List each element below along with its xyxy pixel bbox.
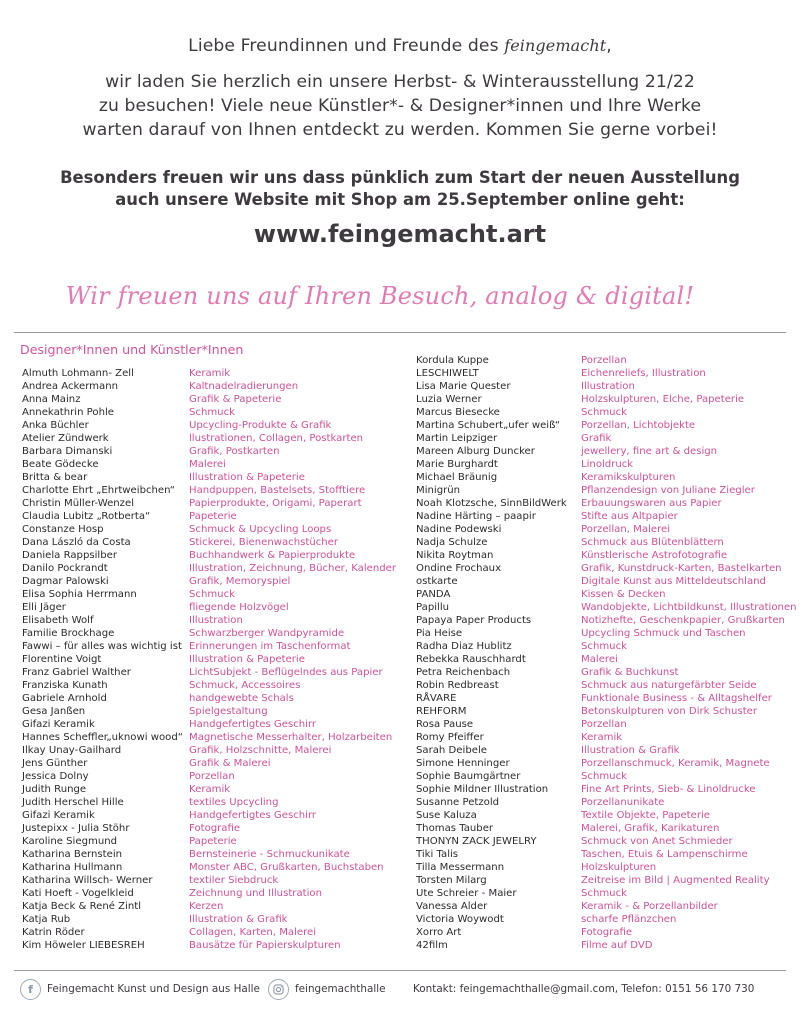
artist-description: Digitale Kunst aus Mitteldeutschland [581,576,766,587]
artist-row [416,692,797,705]
artist-name: Judith Runge [22,784,87,795]
intro-line-2: wir laden Sie herzlich ein unsere Herbst- & Winterausstellung 21/22 [105,72,695,92]
artist-name: Almuth Lohmann- Zell [22,368,134,379]
brand-name: feingemacht [504,36,607,55]
artist-description: Funktionale Business - & Alltagshelfer [581,693,772,704]
artist-list-left [22,367,396,952]
artist-description: Illustration [581,381,635,392]
artist-description: Keramik [581,732,623,743]
artist-name: Victoria Woywodt [416,914,504,925]
artist-row [416,575,797,588]
artist-row [22,731,396,744]
artist-name: Dagmar Palowski [22,576,109,587]
artist-description: Taschen, Etuis & Lampenschirme [581,849,748,860]
artist-description: Schwarzberger Wandpyramide [189,628,345,639]
artist-name: REHFORM [416,706,467,717]
artist-row [416,900,797,913]
artist-description: Upcycling-Produkte & Grafik [189,420,332,431]
artist-description: Porzellanunikate [581,797,665,808]
artist-name: Ondine Frochaux [416,563,502,574]
artist-name: Kim Höweler LIEBESREH [22,940,145,951]
artist-description: Keramikskulpturen [581,472,676,483]
artist-name: Karoline Siegmund [22,836,118,847]
artist-row [22,614,396,627]
artist-row [22,601,396,614]
artist-name: Judith Herschel Hille [22,797,124,808]
artist-description: Schmuck [581,641,627,652]
artist-row [416,744,797,757]
artist-description: Schmuck [189,407,235,418]
artist-description: Magnetische Messerhalter, Holzarbeiten [189,732,393,743]
artist-row [416,458,797,471]
artist-description: Grafik, Memoryspiel [189,576,291,587]
artist-description: Handpuppen, Bastelsets, Stofftiere [189,485,366,496]
artist-description: Schmuck aus Blütenblättern [581,537,724,548]
artist-row [22,471,396,484]
artist-row [416,757,797,770]
slogan: Wir freuen uns auf Ihren Besuch, analog & digital! [65,282,695,310]
artist-row [416,497,797,510]
artist-row [22,692,396,705]
artist-row [416,835,797,848]
intro-line-4: warten darauf von Ihnen entdeckt zu werden. Kommen Sie gerne vorbei! [82,120,718,140]
artist-description: Notizhefte, Geschenkpapier, Grußkarten [581,615,785,626]
artist-name: LESCHIWELT [416,368,479,379]
artist-description: Grafik & Papeterie [189,394,282,405]
artist-name: PANDA [416,589,451,600]
artist-row [416,445,797,458]
artist-name: Jessica Dolny [22,771,89,782]
artist-description: Upcycling Schmuck und Taschen [581,628,746,639]
artist-row [22,536,396,549]
artist-description: Grafik & Buchkunst [581,667,679,678]
artist-row [416,913,797,926]
artist-name: 42film [416,940,448,951]
artist-name: Xorro Art [416,927,462,938]
artist-name: Gifazi Keramik [22,810,95,821]
announcement-line-1: Besonders freuen wir uns dass pünklich zum Start der neuen Ausstellung [60,168,740,187]
artist-description: Keramik [189,784,231,795]
artist-row [22,900,396,913]
artist-description: Porzellanschmuck, Keramik, Magnete [581,758,770,769]
artist-row [416,679,797,692]
artist-description: Papeterie [189,511,237,522]
artist-description: Linoldruck [581,459,634,470]
artist-description: Holzskulpturen [581,862,657,873]
artist-name: Danilo Pockrandt [22,563,108,574]
greeting-line [0,34,800,58]
artist-description: Künstlerische Astrofotografie [581,550,728,561]
artist-name: Fawwi – für alles was wichtig ist [22,641,182,652]
artist-description: Zeichnung und Illustration [189,888,322,899]
greeting-comma: , [606,36,612,56]
artist-name: Nadja Schulze [416,537,488,548]
artist-description: Fotografie [581,927,633,938]
artist-description: Papeterie [189,836,237,847]
artist-row [22,835,396,848]
artist-row [22,627,396,640]
facebook-icon: f [20,979,41,1000]
artist-row [22,458,396,471]
artist-name: Rosa Pause [416,719,474,730]
artist-description: Stickerei, Bienenwachstücher [189,537,339,548]
artist-name: Nadine Härting – paapir [416,511,536,522]
artist-description: Erinnerungen im Taschenformat [189,641,351,652]
artist-name: Atelier Zündwerk [22,433,109,444]
artist-row [416,666,797,679]
artist-name: Simone Henninger [416,758,510,769]
artist-description: Malerei [189,459,226,470]
artist-name: THONYN ZACK JEWELRY [416,836,537,847]
artist-row [416,406,797,419]
artist-name: Florentine Voigt [22,654,102,665]
artist-name: Sarah Deibele [416,745,487,756]
list-title: Designer*Innen und Künstler*Innen [20,342,244,357]
artist-name: Gifazi Keramik [22,719,95,730]
artist-name: Romy Pfeiffer [416,732,484,743]
artist-name: Tilla Messermann [416,862,505,873]
artist-row [416,354,797,367]
artist-row [22,640,396,653]
artist-row [22,744,396,757]
artist-description: Schmuck aus naturgefärbter Seide [581,680,757,691]
artist-row [22,510,396,523]
artist-name: Luzia Werner [416,394,482,405]
artist-description: Pflanzendesign von Juliane Ziegler [581,485,755,496]
artist-row [416,926,797,939]
artist-row [416,393,797,406]
artist-row [22,848,396,861]
artist-name: Kati Hoeft - Vogelkleid [22,888,134,899]
artist-name: Minigrün [416,485,461,496]
artist-row [416,536,797,549]
artist-name: Papaya Paper Products [416,615,532,626]
artist-description: Schmuck von Anet Schmieder [581,836,733,847]
artist-description: Fotografie [189,823,241,834]
artist-row [416,874,797,887]
artist-description: Malerei [581,654,618,665]
artist-row [416,848,797,861]
artist-description: Porzellan [189,771,235,782]
artist-description: Kissen & Decken [581,589,666,600]
artist-description: Textile Objekte, Papeterie [581,810,711,821]
artist-description: Collagen, Karten, Malerei [189,927,317,938]
artist-row [416,770,797,783]
artist-row [416,627,797,640]
artist-row [416,549,797,562]
artist-row [416,640,797,653]
artist-row [22,822,396,835]
artist-name: Familie Brockhage [22,628,115,639]
artist-description: Grafik, Holzschnitte, Malerei [189,745,332,756]
artist-description: Erbauungswaren aus Papier [581,498,722,509]
artist-name: Beate Gödecke [22,459,99,470]
artist-name: Dana László da Costa [22,537,131,548]
artist-description: Zeitreise im Bild | Augmented Reality [581,875,770,886]
artist-name: Jens Günther [22,758,88,769]
facebook-link[interactable] [20,978,260,1000]
announcement-line-2: auch unsere Website mit Shop am 25.September online geht: [115,190,685,209]
artist-name: Sophie Mildner Illustration [416,784,549,795]
artist-row [416,510,797,523]
artist-name: Thomas Tauber [416,823,494,834]
artist-description: Illustration [189,615,243,626]
artist-name: Tiki Talis [416,849,459,860]
artist-list-right [416,354,797,952]
artist-name: Suse Kaluza [416,810,477,821]
artist-name: Elisabeth Wolf [22,615,94,626]
artist-description: Grafik [581,433,612,444]
artist-row [416,796,797,809]
artist-row [22,757,396,770]
artist-description: Stifte aus Altpapier [581,511,678,522]
artist-description: Wandobjekte, Lichtbildkunst, Illustrationen [581,602,797,613]
artist-row [22,809,396,822]
artist-name: Petra Reichenbach [416,667,511,678]
artist-description: Porzellan [581,719,627,730]
website-announcement [0,167,800,211]
facebook-label: Feingemacht Kunst und Design aus Halle [47,983,260,995]
artist-name: Papillu [416,602,450,613]
artist-row [22,874,396,887]
artist-name: Annekathrin Pohle [22,407,114,418]
artist-row [22,523,396,536]
artist-row [22,367,396,380]
artist-name: Anna Mainz [22,394,81,405]
artist-name: Martin Leipziger [416,433,498,444]
artist-description: Grafik & Malerei [189,758,271,769]
artist-name: Elisa Sophia Herrmann [22,589,137,600]
artist-row [416,588,797,601]
artist-row [22,497,396,510]
artist-name: Katharina Hullmann [22,862,123,873]
artist-row [22,653,396,666]
artist-row [22,705,396,718]
artist-row [416,419,797,432]
artist-row [416,731,797,744]
artist-row [416,939,797,952]
artist-row [416,653,797,666]
artist-name: Gabriele Arnhold [22,693,107,704]
artist-name: Andrea Ackermann [22,381,118,392]
artist-row [22,939,396,952]
artist-name: Katrin Röder [22,927,85,938]
artist-row [416,562,797,575]
artist-name: Justepixx - Julia Stöhr [22,823,130,834]
artist-row [416,822,797,835]
intro-line-3: zu besuchen! Viele neue Künstler*- & Designer*innen und Ihre Werke [98,96,702,116]
artist-row [416,367,797,380]
artist-row [416,380,797,393]
artist-row [22,419,396,432]
artist-description: Illustration & Grafik [581,745,680,756]
artist-row [22,861,396,874]
artist-description: Grafik, Kunstdruck-Karten, Bastelkarten [581,563,782,574]
artist-row [22,887,396,900]
artist-row [416,484,797,497]
artist-name: Vanessa Alder [416,901,488,912]
artist-description: textiles Upcycling [189,797,279,808]
artist-description: LichtSubjekt - Beflügelndes aus Papier [189,667,383,678]
artist-name: Gesa Janßen [22,706,86,717]
artist-name: Daniela Rappsilber [22,550,117,561]
artist-row [416,471,797,484]
artist-description: Illustration & Papeterie [189,472,305,483]
artist-description: Schmuck [581,407,627,418]
artist-row [22,445,396,458]
artist-name: Charlotte Ehrt „Ehrtweibchen“ [22,485,176,496]
artist-description: Schmuck [581,771,627,782]
artist-name: Katharina Bernstein [22,849,123,860]
artist-name: Hannes Scheffler„uknowi wood“ [22,732,183,743]
artist-row [416,783,797,796]
artist-name: Torsten Milarg [416,875,487,886]
artist-row [22,484,396,497]
artist-row [22,666,396,679]
instagram-icon [268,979,289,1000]
footer [0,978,800,1000]
artist-description: Fine Art Prints, Sieb- & Linoldrucke [581,784,756,795]
artist-row [416,705,797,718]
artist-name: Sophie Baumgärtner [416,771,521,782]
artist-description: Kaltnadelradierungen [189,381,299,392]
artist-row [416,861,797,874]
artist-description: Eichenreliefs, Illustration [581,368,706,379]
artist-name: Barbara Dimanski [22,446,113,457]
bottom-divider [14,970,786,971]
artist-description: Illustration & Grafik [189,914,288,925]
artist-name: Katharina Willsch- Werner [22,875,153,886]
artist-description: Schmuck [189,589,235,600]
artist-description: Malerei, Grafik, Karikaturen [581,823,720,834]
artist-description: Schmuck, Accessoires [189,680,301,691]
artist-description: Porzellan, Malerei [581,524,671,535]
artist-row [416,887,797,900]
contact-info: Kontakt: feingemachthalle@gmail.com, Telefon: 0151 56 170 730 [413,983,755,995]
artist-name: Martina Schubert„ufer weiß“ [416,420,561,431]
artist-row [416,523,797,536]
artist-name: Nikita Roytman [416,550,494,561]
artist-description: scharfe Pflänzchen [581,914,677,925]
artist-description: Porzellan, Lichtobjekte [581,420,696,431]
artist-name: RÅVARE [416,693,457,704]
artist-description: Porzellan [581,355,627,366]
artist-row [22,770,396,783]
artist-name: Radha Diaz Hublitz [416,641,512,652]
artist-description: llustrationen, Collagen, Postkarten [189,433,364,444]
artist-description: handgewebte Schals [189,693,294,704]
artist-row [416,718,797,731]
artist-name: ostkarte [416,576,458,587]
artist-name: Franziska Kunath [22,680,108,691]
artist-row [22,393,396,406]
artist-name: Claudia Lubitz „Rotberta“ [22,511,151,522]
artist-row [22,913,396,926]
artist-name: Mareen Alburg Duncker [416,446,535,457]
artist-description: Buchhandwerk & Papierprodukte [189,550,356,561]
artist-row [22,432,396,445]
artist-description: Bernsteinerie - Schmuckunikate [189,849,350,860]
artist-name: Pia Heise [416,628,463,639]
artist-description: Illustration, Zeichnung, Bücher, Kalender [189,563,397,574]
artist-row [22,406,396,419]
artist-description: Filme auf DVD [581,940,653,951]
artist-description: fliegende Holzvögel [189,602,289,613]
artist-description: jewellery, fine art & design [581,446,718,457]
artist-description: Schmuck & Upcycling Loops [189,524,332,535]
artist-description: Holzskulpturen, Elche, Papeterie [581,394,745,405]
artist-name: Ilkay Unay-Gailhard [22,745,122,756]
artist-description: Keramik - & Porzellanbilder [581,901,718,912]
artist-name: Kordula Kuppe [416,355,489,366]
artist-row [22,380,396,393]
artist-row [22,796,396,809]
instagram-link[interactable] [268,978,386,1000]
artist-description: Spielgestaltung [189,706,268,717]
artist-row [22,679,396,692]
instagram-label: feingemachthalle [295,983,386,995]
artist-name: Susanne Petzold [416,797,500,808]
artist-row [22,588,396,601]
artist-row [22,783,396,796]
artist-description: Illustration & Papeterie [189,654,305,665]
artist-row [22,926,396,939]
top-divider [14,332,786,333]
artist-description: Kerzen [189,901,224,912]
artist-row [416,432,797,445]
artist-name: Michael Bräunig [416,472,498,483]
website-url[interactable]: www.feingemacht.art [253,220,547,248]
artist-row [22,562,396,575]
artist-name: Marcus Biesecke [416,407,500,418]
greeting-text: Liebe Freundinnen und Freunde des [188,36,505,56]
artist-row [416,809,797,822]
artist-description: Schmuck [581,888,627,899]
artist-name: Constanze Hosp [22,524,104,535]
artist-name: Elli Jäger [22,602,66,613]
artist-name: Nadine Podewski [416,524,502,535]
artist-name: Katja Beck & René Zintl [22,901,142,912]
artist-name: Lisa Marie Quester [416,381,511,392]
artist-row [416,601,797,614]
artist-name: Rebekka Rauschhardt [416,654,526,665]
intro-text [0,34,800,142]
artist-description: Grafik, Postkarten [189,446,280,457]
artist-description: Papierprodukte, Origami, Paperart [189,498,362,509]
artist-description: Handgefertigtes Geschirr [189,719,317,730]
artist-description: Keramik [189,368,231,379]
artist-name: Katja Rub [22,914,71,925]
artist-description: textiler Siebdruck [189,875,279,886]
artist-name: Marie Burghardt [416,459,498,470]
artist-description: Monster ABC, Grußkarten, Buchstaben [189,862,384,873]
artist-description: Bausätze für Papierskulpturen [189,940,341,951]
artist-description: Betonskulpturen von Dirk Schuster [581,706,758,717]
artist-name: Noah Klotzsche, SinnBildWerk [416,498,567,509]
artist-name: Franz Gabriel Walther [22,667,131,678]
artist-name: Ute Schreier - Maier [416,888,517,899]
artist-name: Christin Müller-Wenzel [22,498,134,509]
artist-name: Britta & bear [22,472,88,483]
artist-description: Handgefertigtes Geschirr [189,810,317,821]
artist-name: Anka Büchler [22,420,89,431]
artist-name: Robin Redbreast [416,680,499,691]
artist-row [22,549,396,562]
artist-row [22,575,396,588]
artist-row [416,614,797,627]
artist-row [22,718,396,731]
